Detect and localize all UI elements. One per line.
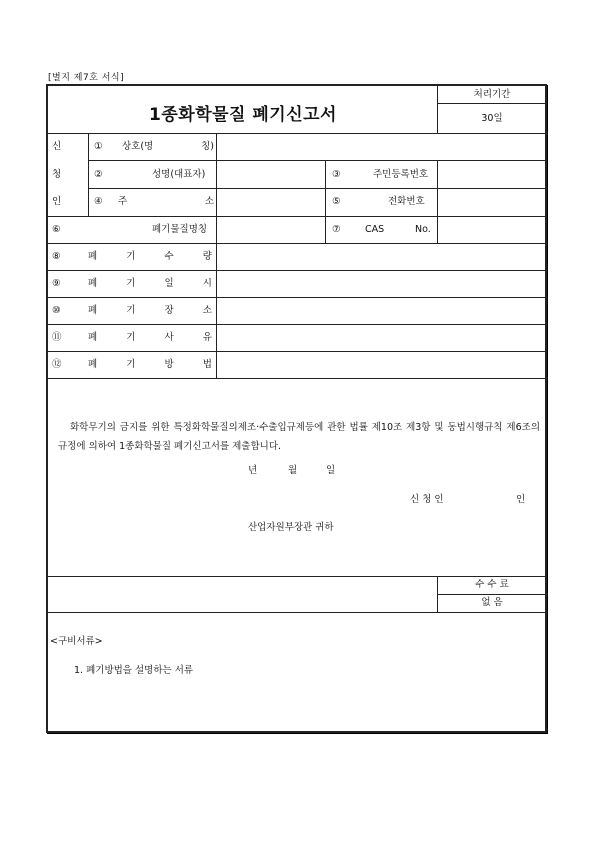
applicant-group-char-1: 신: [52, 141, 62, 152]
phone-label: 전화번호: [388, 196, 425, 207]
date-year: 년: [248, 465, 258, 476]
resident-number-number: ③: [332, 169, 341, 180]
fee-value: 없 음: [481, 597, 503, 608]
disposal-row-number: ⑧: [52, 251, 61, 262]
disposal-reason-field[interactable]: [217, 325, 547, 351]
phone-number-number: ⑤: [332, 196, 341, 207]
trade-name-number: ①: [94, 141, 103, 152]
waste-name-label: 폐기물질명칭: [152, 224, 208, 235]
attachment-item: 1. 폐기방법을 설명하는 서류: [74, 665, 194, 676]
attachments-heading: <구비서류>: [50, 636, 103, 647]
applicant-sign-label: 신 청 인: [410, 494, 444, 505]
processing-period-value: 30일: [481, 113, 503, 124]
disposal-datetime-field[interactable]: [217, 271, 547, 297]
applicant-group-char-2: 청: [52, 169, 62, 180]
representative-number: ②: [94, 169, 103, 180]
trade-name-field[interactable]: [217, 134, 547, 160]
applicant-group-char-3: 인: [52, 196, 62, 207]
seal-mark: 인: [516, 494, 526, 505]
disposal-quantity-label: 폐 기 수 량: [88, 251, 212, 262]
resident-number-label: 주민등록번호: [373, 169, 429, 180]
date-day: 일: [326, 465, 336, 476]
disposal-quantity-field[interactable]: [217, 244, 547, 270]
date-month: 월: [288, 465, 298, 476]
addressee: 산업자원부장관 귀하: [248, 522, 334, 533]
resident-number-field[interactable]: [438, 161, 547, 187]
address-label: 주 소: [118, 196, 214, 207]
form-number-label: [별지 제7호 서식]: [48, 73, 125, 83]
cas-field[interactable]: [438, 217, 547, 243]
processing-period-label: 처리기간: [473, 89, 511, 100]
address-number: ④: [94, 196, 103, 207]
cas-no-suffix: No.: [415, 224, 431, 235]
disposal-reason-label: 폐 기 사 유: [88, 332, 212, 343]
disposal-row-number: ⑪: [52, 332, 62, 343]
cas-label: CAS: [365, 224, 385, 235]
phone-field[interactable]: [438, 189, 547, 215]
representative-field[interactable]: [217, 161, 324, 187]
representative-label: 성명(대표자): [152, 169, 206, 180]
disposal-datetime-label: 폐 기 일 시: [88, 278, 212, 289]
address-field[interactable]: [217, 189, 324, 215]
form-title: 1종화학물질 폐기신고서: [149, 105, 337, 125]
statement-text: 화학무기의 금지를 위한 특정화학물질의제조·수출입규제등에 관한 법률 제10조 제3항 및 동법시행규칙 제6조의 규정에 의하여 1종화학물질 폐기신고서를 제출합니다.: [58, 422, 540, 452]
disposal-method-field[interactable]: [217, 352, 547, 378]
disposal-method-label: 폐 기 방 법: [88, 359, 212, 370]
waste-name-number: ⑥: [52, 224, 61, 235]
disposal-row-number: ⑩: [52, 305, 61, 316]
form-frame: [46, 84, 547, 733]
fee-label: 수 수 료: [475, 579, 509, 590]
cas-number: ⑦: [332, 224, 341, 235]
trade-name-label: 상호(명 칭): [122, 141, 214, 152]
disposal-location-label: 폐 기 장 소: [88, 305, 212, 316]
waste-name-field[interactable]: [217, 217, 324, 243]
disposal-row-number: ⑨: [52, 278, 61, 289]
disposal-row-number: ⑫: [52, 359, 62, 370]
disposal-location-field[interactable]: [217, 298, 547, 324]
